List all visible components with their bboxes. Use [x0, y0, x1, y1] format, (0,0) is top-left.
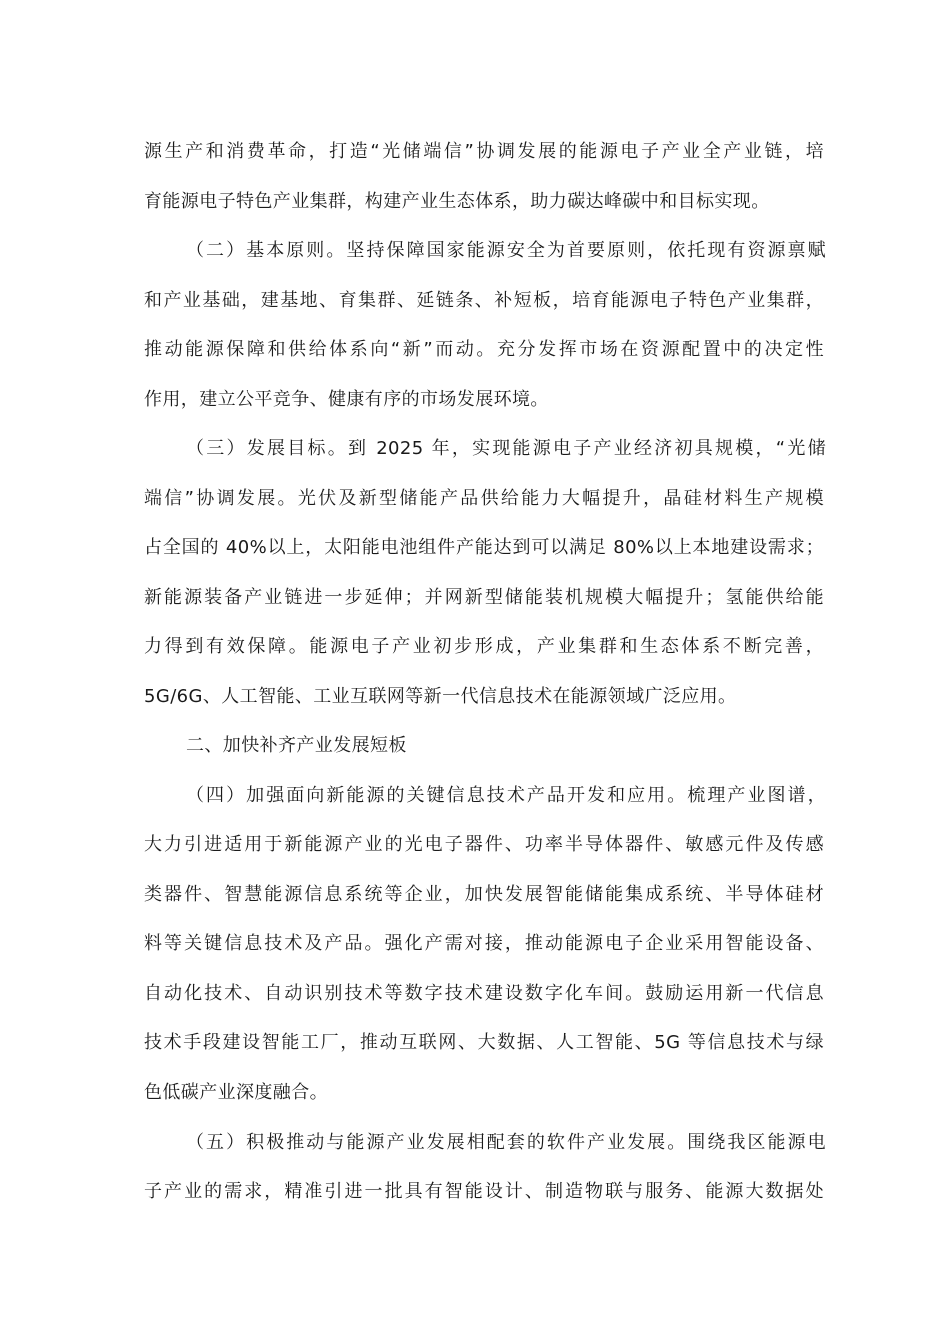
- paragraph-line: 推动能源保障和供给体系向“新”而动。充分发挥市场在资源配置中的决定性: [144, 339, 824, 360]
- paragraph-line: 作用，建立公平竞争、健康有序的市场发展环境。: [144, 389, 549, 410]
- paragraph-line: 源生产和消费革命，打造“光储端信”协调发展的能源电子产业全产业链，培: [144, 141, 824, 162]
- paragraph-line: 育能源电子特色产业集群，构建产业生态体系，助力碳达峰碳中和目标实现。: [144, 191, 770, 212]
- chapter-heading: 二、加快补齐产业发展短板: [186, 735, 407, 756]
- paragraph-line: 5G/6G、人工智能、工业互联网等新一代信息技术在能源领域广泛应用。: [144, 686, 737, 707]
- section-heading-key-tech: （四）加强面向新能源的关键信息技术产品开发和应用。梳理产业图谱，: [186, 785, 826, 806]
- paragraph-line: 类器件、智慧能源信息系统等企业，加快发展智能储能集成系统、半导体硅材: [144, 884, 824, 905]
- paragraph-line: 料等关键信息技术及产品。强化产需对接，推动能源电子企业采用智能设备、: [144, 933, 824, 954]
- section-heading-software: （五）积极推动与能源产业发展相配套的软件产业发展。围绕我区能源电: [186, 1132, 826, 1153]
- section-heading-goals: （三）发展目标。到 2025 年，实现能源电子产业经济初具规模，“光储: [186, 438, 826, 459]
- paragraph-line: 大力引进适用于新能源产业的光电子器件、功率半导体器件、敏感元件及传感: [144, 834, 824, 855]
- paragraph-line: 新能源装备产业链进一步延伸；并网新型储能装机规模大幅提升；氢能供给能: [144, 587, 824, 608]
- section-heading-principles: （二）基本原则。坚持保障国家能源安全为首要原则，依托现有资源禀赋: [186, 240, 826, 261]
- paragraph-line: 自动化技术、自动识别技术等数字技术建设数字化车间。鼓励运用新一代信息: [144, 983, 824, 1004]
- paragraph-line: 子产业的需求，精准引进一批具有智能设计、制造物联与服务、能源大数据处: [144, 1181, 824, 1202]
- paragraph-line: 力得到有效保障。能源电子产业初步形成，产业集群和生态体系不断完善，: [144, 636, 824, 657]
- paragraph-line: 占全国的 40%以上，太阳能电池组件产能达到可以满足 80%以上本地建设需求；: [144, 537, 824, 558]
- paragraph-line: 端信”协调发展。光伏及新型储能产品供给能力大幅提升，晶硅材料生产规模: [144, 488, 824, 509]
- paragraph-line: 技术手段建设智能工厂，推动互联网、大数据、人工智能、5G 等信息技术与绿: [144, 1032, 824, 1053]
- paragraph-line: 和产业基础，建基地、育集群、延链条、补短板，培育能源电子特色产业集群，: [144, 290, 824, 311]
- paragraph-line: 色低碳产业深度融合。: [144, 1082, 328, 1103]
